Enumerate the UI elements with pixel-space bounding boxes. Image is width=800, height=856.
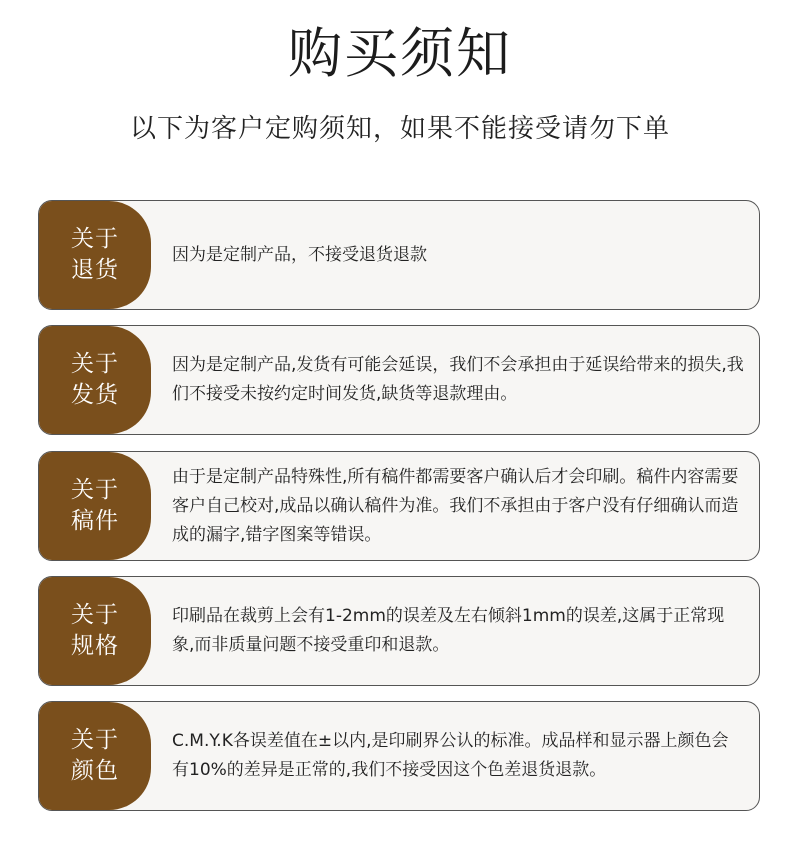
card-tab-artwork bbox=[39, 452, 151, 560]
card-tab-color bbox=[39, 702, 151, 810]
notice-card-shipping bbox=[38, 325, 760, 435]
card-text: 因为是定制产品，不接受退货退款 bbox=[172, 244, 427, 265]
notice-card-specifications bbox=[38, 576, 760, 686]
card-tab-label: 关于稿件 bbox=[71, 477, 119, 534]
card-body-specifications bbox=[172, 577, 745, 685]
page-title: 购买须知 bbox=[288, 22, 512, 85]
card-tab-specifications bbox=[39, 577, 151, 685]
card-text: 因为是定制产品,发货有可能会延误，我们不会承担由于延误给带来的损失,我们不接受未按约定时间发货,缺货等退款理由。 bbox=[172, 355, 744, 404]
notice-card-returns bbox=[38, 200, 760, 310]
card-text: 印刷品在裁剪上会有1-2mm的误差及左右倾斜1mm的误差,这属于正常现象,而非质量问题不接受重印和退款。 bbox=[172, 606, 725, 655]
card-body-color bbox=[172, 702, 745, 810]
card-body-returns bbox=[172, 201, 745, 309]
page-subtitle: 以下为客户定购须知，如果不能接受请勿下单 bbox=[129, 114, 670, 144]
card-text: 由于是定制产品特殊性,所有稿件都需要客户确认后才会印刷。稿件内容需要客户自己校对,成品以确认稿件为准。我们不承担由于客户没有仔细确认而造成的漏字,错字图案等错误。 bbox=[172, 466, 739, 545]
notice-card-artwork bbox=[38, 451, 760, 561]
card-tab-label: 关于颜色 bbox=[71, 727, 119, 784]
card-tab-label: 关于退货 bbox=[71, 226, 119, 283]
card-tab-shipping bbox=[39, 326, 151, 434]
card-body-artwork bbox=[172, 452, 745, 560]
card-tab-label: 关于发货 bbox=[71, 351, 119, 408]
card-tab-returns bbox=[39, 201, 151, 309]
notice-card-color bbox=[38, 701, 760, 811]
card-body-shipping bbox=[172, 326, 745, 434]
card-text: C.M.Y.K各误差值在±以内,是印刷界公认的标准。成品样和显示器上颜色会有10%的差异是正常的,我们不接受因这个色差退货退款。 bbox=[172, 731, 729, 780]
card-tab-label: 关于规格 bbox=[71, 602, 119, 659]
